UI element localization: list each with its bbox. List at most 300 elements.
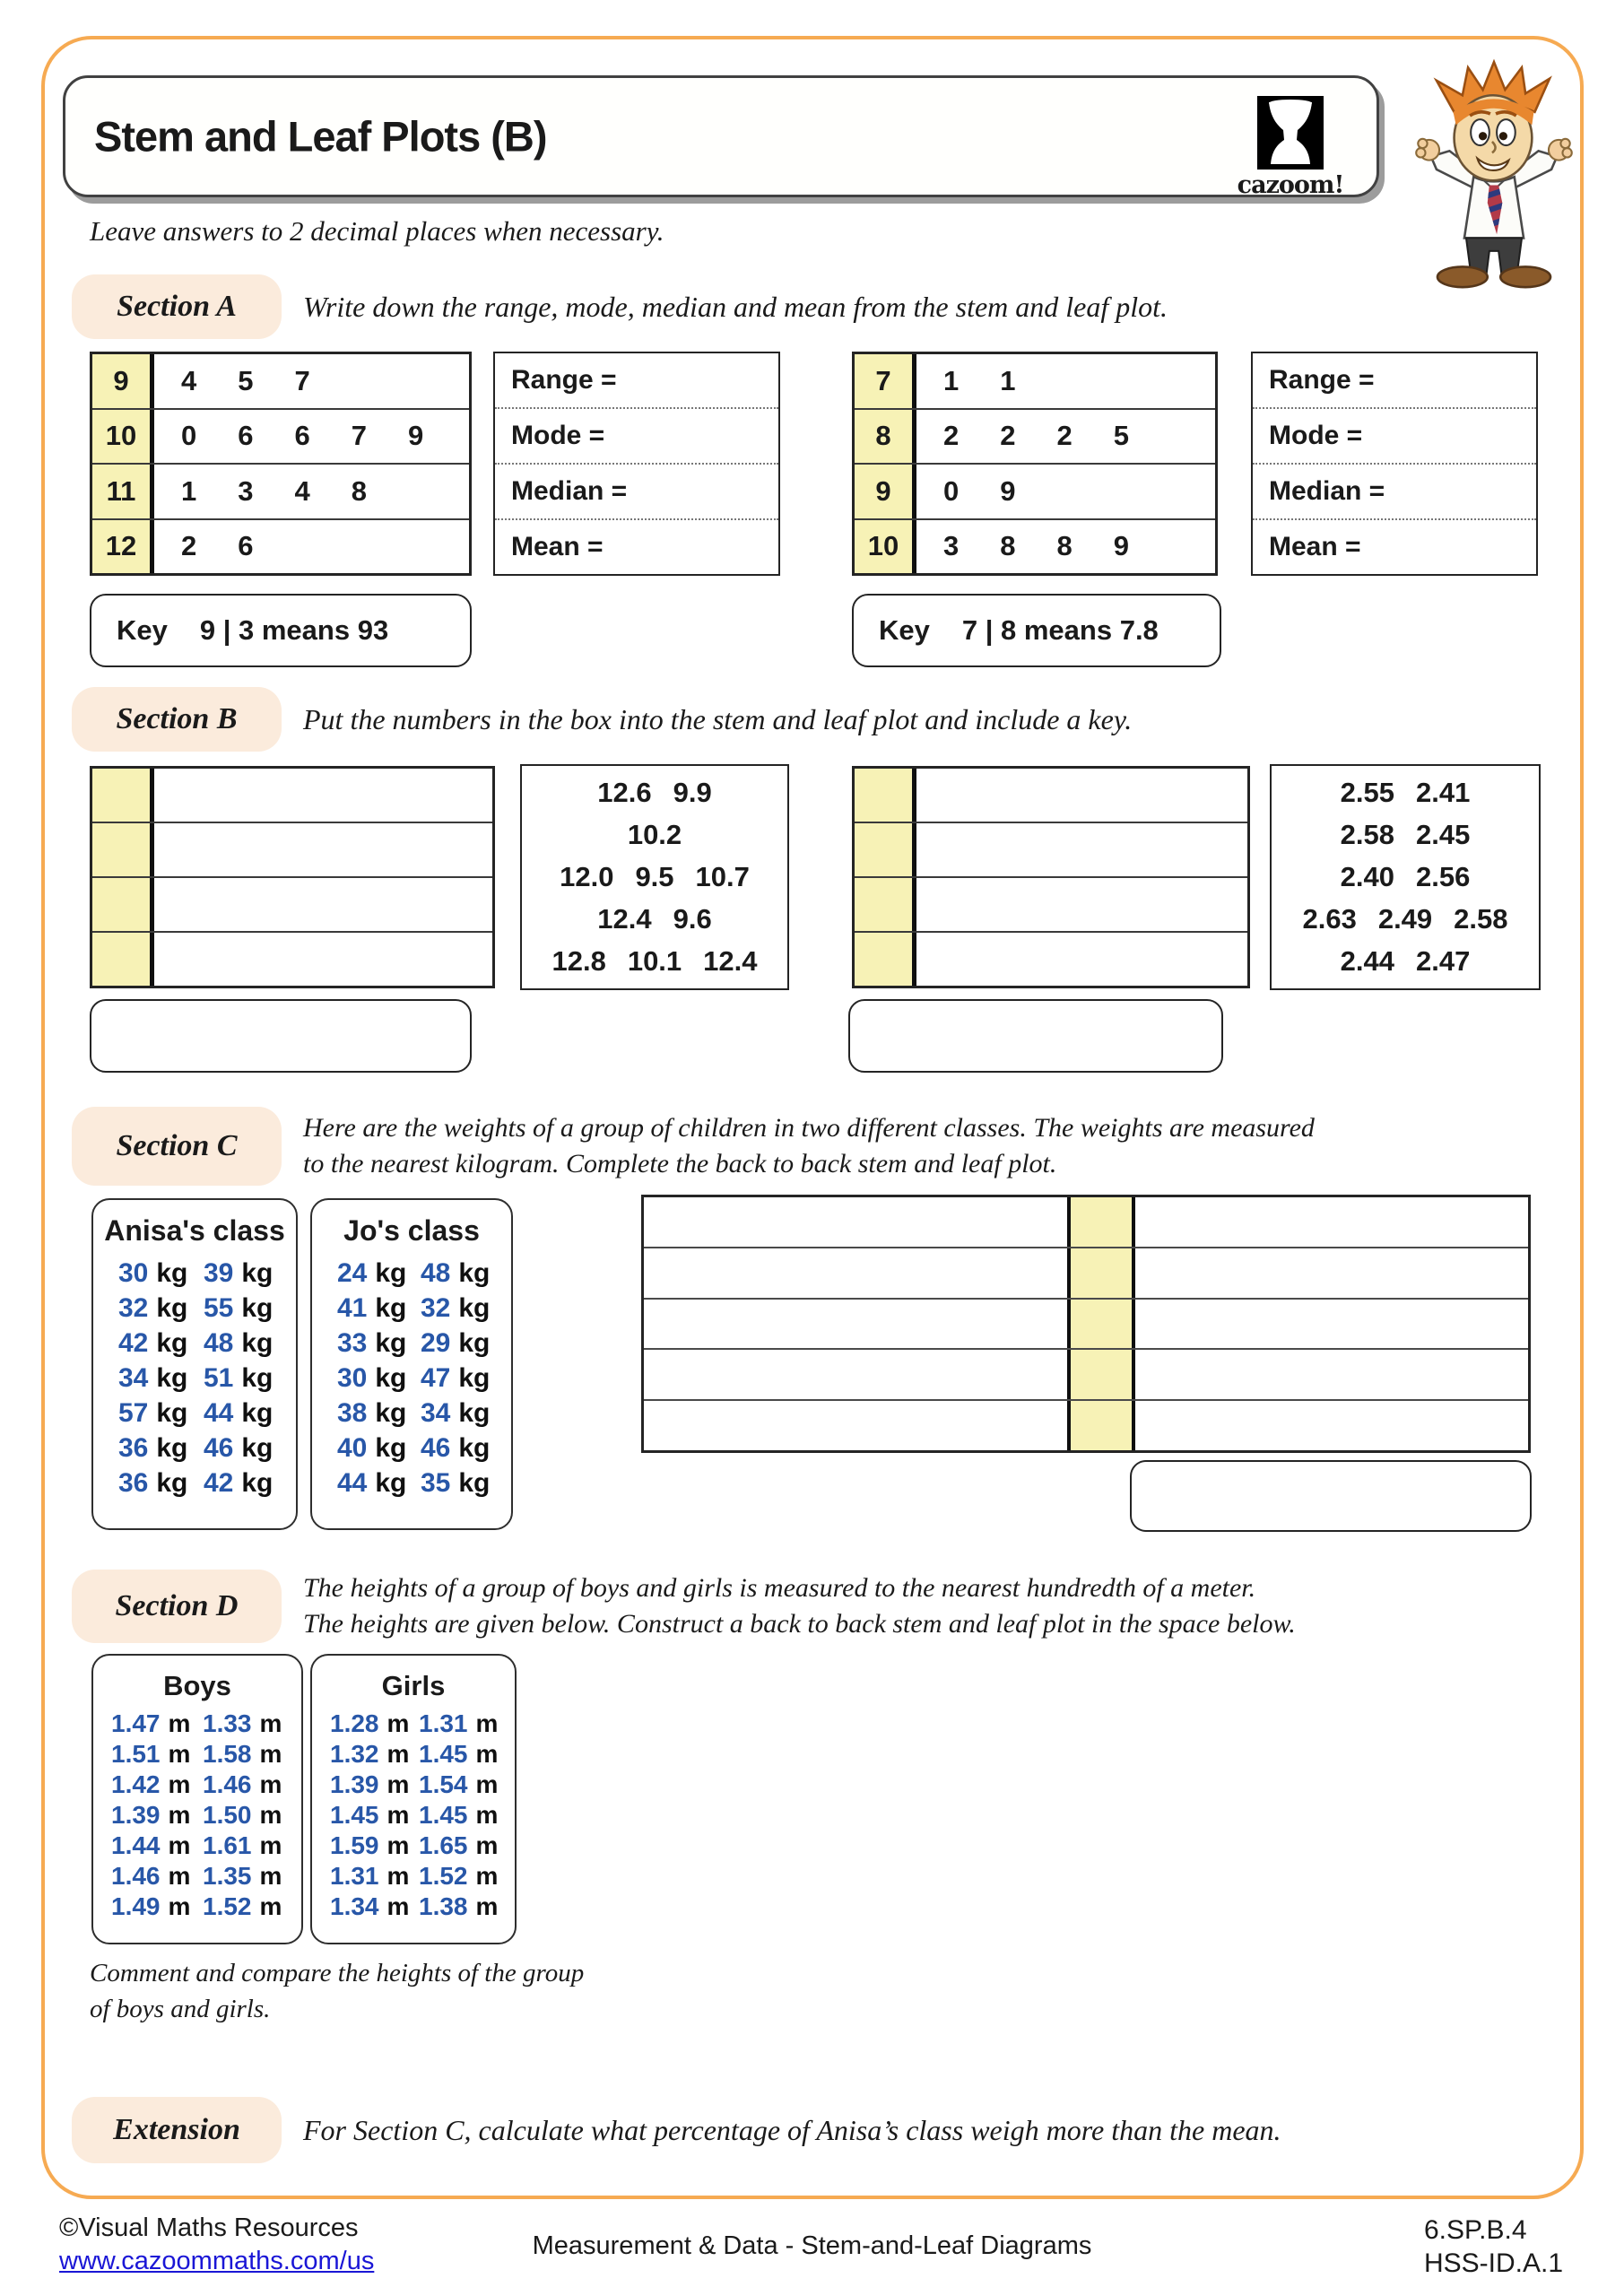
answers-box-a1[interactable] xyxy=(493,352,780,576)
measurement xyxy=(203,1740,294,1769)
numbers-line xyxy=(522,819,787,851)
leaf-value: 7 xyxy=(294,364,310,396)
footer-link[interactable]: www.cazoommaths.com/us xyxy=(59,2247,375,2275)
answer-row[interactable] xyxy=(1253,518,1536,574)
left-leaf-cell[interactable] xyxy=(644,1248,1067,1298)
measurement xyxy=(421,1468,504,1499)
section-b-instruction: Put the numbers in the box into the stem and leaf plot and include a key. xyxy=(303,703,1133,735)
measurement-unit: m xyxy=(259,1831,282,1859)
empty-key-box-b1[interactable] xyxy=(90,999,472,1073)
measurement-unit: m xyxy=(475,1740,499,1768)
measurement-unit: m xyxy=(259,1709,282,1737)
measurement-unit: m xyxy=(168,1831,191,1859)
measurement-unit: kg xyxy=(241,1363,274,1393)
answer-row[interactable] xyxy=(1253,353,1536,407)
answer-row[interactable] xyxy=(495,463,778,518)
left-leaf-cell[interactable] xyxy=(644,1197,1067,1247)
measurement-unit: kg xyxy=(458,1328,491,1358)
section-c-instruction-line1: Here are the weights of a group of children in two different classes. The weights are measured xyxy=(303,1113,1315,1143)
answer-label: Mean = xyxy=(1269,532,1361,561)
measurement-unit: m xyxy=(168,1709,191,1737)
worksheet-border xyxy=(41,36,1584,2199)
numbers-line xyxy=(1272,945,1539,978)
measurement xyxy=(330,1801,419,1830)
measurement xyxy=(419,1801,508,1830)
mascot-character-icon xyxy=(1383,54,1605,289)
measurement xyxy=(419,1770,508,1799)
plot-row xyxy=(644,1348,1528,1399)
measurement-value: 34 xyxy=(421,1398,451,1428)
leaf-value: 0 xyxy=(943,474,960,507)
class-data-box-jo xyxy=(310,1198,513,1530)
measurement xyxy=(421,1363,504,1394)
left-leaf-cell[interactable] xyxy=(644,1300,1067,1349)
numbers-line xyxy=(1272,819,1539,851)
stem-cell[interactable] xyxy=(1067,1401,1135,1450)
answer-label: Range = xyxy=(511,365,617,395)
leaf-value: 5 xyxy=(1113,420,1129,452)
empty-key-box-c[interactable] xyxy=(1130,1460,1532,1532)
measurement-unit: kg xyxy=(156,1363,188,1393)
measurement xyxy=(421,1398,504,1429)
leaf-cells[interactable] xyxy=(916,933,1247,986)
section-d-instruction-line2: The heights are given below. Construct a back to back stem and leaf plot in the space below. xyxy=(303,1609,1296,1639)
class-values xyxy=(93,1255,296,1499)
measurement-value: 46 xyxy=(421,1433,451,1463)
empty-key-box-b2[interactable] xyxy=(848,999,1223,1073)
extension-header xyxy=(72,2097,1281,2163)
section-b-header xyxy=(72,687,1132,752)
measurement xyxy=(330,1740,419,1769)
section-d-header xyxy=(72,1570,1296,1643)
number-value: 12.8 xyxy=(551,945,606,977)
plot-row xyxy=(855,876,1247,931)
answer-label: Range = xyxy=(1269,365,1375,395)
measurement-value: 44 xyxy=(337,1468,368,1498)
measurement-value: 1.31 xyxy=(330,1862,379,1890)
measurement xyxy=(337,1398,421,1429)
measurement-value: 47 xyxy=(421,1363,451,1393)
leaf-value: 0 xyxy=(181,420,197,452)
stem-cell[interactable] xyxy=(855,878,916,931)
section-c-instruction-line2: to the nearest kilogram. Complete the back to back stem and leaf plot. xyxy=(303,1149,1057,1178)
measurement xyxy=(111,1892,203,1921)
number-value: 2.44 xyxy=(1340,945,1394,977)
section-a-header xyxy=(72,274,1168,339)
measurement-value: 33 xyxy=(337,1328,368,1358)
section-d-label: Section D xyxy=(72,1570,282,1643)
measurement-unit: kg xyxy=(241,1258,274,1288)
stem-cell[interactable] xyxy=(1067,1350,1135,1399)
footer-standards xyxy=(1424,2213,1563,2280)
measurement-value: 32 xyxy=(118,1293,149,1323)
measurement-value: 42 xyxy=(204,1468,234,1498)
measurement-value: 1.51 xyxy=(111,1740,161,1768)
measurement-unit: m xyxy=(386,1892,410,1920)
measurement xyxy=(111,1709,203,1738)
measurement-unit: m xyxy=(259,1740,282,1768)
key-box-a1 xyxy=(90,594,472,667)
stem-cell[interactable] xyxy=(855,933,916,986)
measurement xyxy=(421,1258,504,1289)
measurement-unit: kg xyxy=(241,1433,274,1463)
measurement xyxy=(203,1862,294,1891)
measurement-value: 1.52 xyxy=(203,1892,252,1920)
measurement xyxy=(203,1770,294,1799)
measurement-value: 1.47 xyxy=(111,1709,161,1737)
numbers-box-b2 xyxy=(1270,764,1541,990)
key-text: 7 | 8 means 7.8 xyxy=(961,614,1159,646)
stem-cell[interactable] xyxy=(855,823,916,876)
empty-stem-leaf-plot-b1[interactable] xyxy=(90,766,495,988)
measurement-unit: m xyxy=(475,1801,499,1829)
measurement-value: 39 xyxy=(204,1258,234,1288)
leaf-cells xyxy=(154,410,469,464)
section-c-header xyxy=(72,1107,1315,1186)
measurement-unit: m xyxy=(386,1801,410,1829)
measurement-unit: m xyxy=(386,1862,410,1890)
measurement-unit: m xyxy=(475,1831,499,1859)
measurement xyxy=(118,1328,204,1359)
measurement-value: 1.38 xyxy=(419,1892,468,1920)
stem-cell: 9 xyxy=(855,465,916,518)
measurement-unit: kg xyxy=(156,1433,188,1463)
leaf-cells[interactable] xyxy=(154,878,492,931)
key-box-a2 xyxy=(852,594,1221,667)
class-data-box-anisa xyxy=(91,1198,298,1530)
measurement xyxy=(111,1740,203,1769)
numbers-line xyxy=(1272,777,1539,809)
measurement xyxy=(118,1398,204,1429)
measurement-value: 1.39 xyxy=(330,1770,379,1798)
measurement xyxy=(421,1328,504,1359)
plot-row xyxy=(855,354,1215,408)
leaf-cells[interactable] xyxy=(916,769,1247,822)
left-leaf-cell[interactable] xyxy=(644,1350,1067,1399)
class-title: Boys xyxy=(163,1670,231,1701)
measurement xyxy=(419,1892,508,1921)
measurement-value: 48 xyxy=(204,1328,234,1358)
measurement-value: 35 xyxy=(421,1468,451,1498)
plot-row xyxy=(92,931,492,986)
measurement-unit: m xyxy=(475,1709,499,1737)
measurement-unit: kg xyxy=(458,1468,491,1498)
measurement xyxy=(204,1363,289,1394)
leaf-value: 4 xyxy=(181,364,197,396)
measurement-value: 24 xyxy=(337,1258,368,1288)
footer-topic: Measurement & Data - Stem-and-Leaf Diagrams xyxy=(532,2231,1092,2260)
measurement-unit: kg xyxy=(458,1293,491,1323)
number-value: 12.4 xyxy=(597,903,652,935)
measurement-value: 1.45 xyxy=(419,1801,468,1829)
extension-label: Extension xyxy=(72,2097,282,2163)
leaf-cells[interactable] xyxy=(154,769,492,822)
measurement-value: 36 xyxy=(118,1468,149,1498)
section-d-comment xyxy=(90,1955,584,2027)
plot-row xyxy=(644,1399,1528,1450)
leaf-cells xyxy=(916,410,1215,464)
measurement-unit: m xyxy=(168,1892,191,1920)
comment-line2: of boys and girls. xyxy=(90,1995,271,2023)
plot-row xyxy=(855,769,1247,822)
stem-cell[interactable] xyxy=(1067,1248,1135,1298)
measurement xyxy=(203,1709,294,1738)
measurement-value: 44 xyxy=(204,1398,234,1428)
number-value: 2.47 xyxy=(1416,945,1471,977)
measurement xyxy=(330,1770,419,1799)
number-value: 2.49 xyxy=(1377,903,1433,935)
class-values xyxy=(312,1706,515,1921)
measurement xyxy=(419,1831,508,1860)
measurement xyxy=(204,1293,289,1324)
right-leaf-cell[interactable] xyxy=(1135,1401,1528,1450)
answer-label: Median = xyxy=(1269,476,1385,506)
number-value: 2.56 xyxy=(1416,861,1471,892)
number-value: 9.6 xyxy=(673,903,712,935)
leaf-value: 2 xyxy=(943,420,960,452)
measurement xyxy=(337,1293,421,1324)
stem-cell: 9 xyxy=(92,354,154,408)
measurement-value: 36 xyxy=(118,1433,149,1463)
stem-cell[interactable] xyxy=(92,823,154,876)
leaf-value: 6 xyxy=(238,530,254,562)
leaf-value: 9 xyxy=(408,420,424,452)
measurement xyxy=(118,1363,204,1394)
leaf-value: 8 xyxy=(351,474,367,507)
leaf-value: 1 xyxy=(181,474,197,507)
leaf-value: 3 xyxy=(943,530,960,562)
measurement xyxy=(203,1831,294,1860)
leaf-cells xyxy=(154,520,469,574)
number-value: 10.1 xyxy=(627,945,682,977)
measurement-unit: m xyxy=(259,1892,282,1920)
measurement-value: 29 xyxy=(421,1328,451,1358)
answer-row[interactable] xyxy=(495,518,778,574)
measurement-unit: m xyxy=(475,1862,499,1890)
leaf-value: 1 xyxy=(1000,364,1016,396)
measurement-unit: kg xyxy=(156,1293,188,1323)
measurement-value: 1.45 xyxy=(330,1801,379,1829)
numbers-box-b1 xyxy=(520,764,789,990)
measurement-unit: m xyxy=(475,1892,499,1920)
measurement-value: 41 xyxy=(337,1293,368,1323)
footer-copyright: ©Visual Maths Resources xyxy=(59,2213,359,2242)
measurement xyxy=(330,1709,419,1738)
leaf-cells[interactable] xyxy=(916,878,1247,931)
measurement-value: 34 xyxy=(118,1363,149,1393)
plot-row xyxy=(92,463,469,518)
measurement xyxy=(203,1801,294,1830)
measurement-unit: m xyxy=(259,1770,282,1798)
measurement-value: 55 xyxy=(204,1293,234,1323)
measurement-value: 1.49 xyxy=(111,1892,161,1920)
right-leaf-cell[interactable] xyxy=(1135,1197,1528,1247)
measurement-unit: m xyxy=(475,1770,499,1798)
plot-row xyxy=(855,518,1215,574)
stem-cell[interactable] xyxy=(855,769,916,822)
measurement-unit: kg xyxy=(375,1398,407,1428)
measurement xyxy=(111,1801,203,1830)
page-title: Stem and Leaf Plots (B) xyxy=(94,112,547,161)
measurement-value: 1.59 xyxy=(330,1831,379,1859)
stem-cell[interactable] xyxy=(92,769,154,822)
measurement xyxy=(337,1258,421,1289)
title-banner xyxy=(63,75,1379,197)
measurement-value: 1.58 xyxy=(203,1740,252,1768)
measurement-unit: kg xyxy=(375,1433,407,1463)
measurement-value: 1.65 xyxy=(419,1831,468,1859)
answer-row[interactable] xyxy=(1253,407,1536,463)
answer-row[interactable] xyxy=(495,407,778,463)
leaf-value: 6 xyxy=(238,420,254,452)
measurement xyxy=(204,1398,289,1429)
class-values xyxy=(93,1706,301,1921)
measurement-value: 1.34 xyxy=(330,1892,379,1920)
number-value: 2.58 xyxy=(1340,819,1394,850)
plot-row xyxy=(644,1298,1528,1349)
leaf-cells xyxy=(916,354,1215,408)
leaf-value: 8 xyxy=(1000,530,1016,562)
measurement-unit: kg xyxy=(458,1433,491,1463)
stem-cell[interactable] xyxy=(1067,1300,1135,1349)
answer-row[interactable] xyxy=(1253,463,1536,518)
measurement-unit: kg xyxy=(156,1258,188,1288)
leaf-value: 6 xyxy=(294,420,310,452)
class-values xyxy=(312,1255,511,1499)
measurement-value: 1.42 xyxy=(111,1770,161,1798)
section-b-label: Section B xyxy=(72,687,282,752)
leaf-cells[interactable] xyxy=(154,823,492,876)
back-to-back-plot-c[interactable] xyxy=(641,1195,1531,1453)
standard-code-1: 6.SP.B.4 xyxy=(1424,2215,1527,2245)
numbers-line xyxy=(522,861,787,893)
number-value: 9.9 xyxy=(673,777,712,808)
answers-box-a2[interactable] xyxy=(1251,352,1538,576)
measurement-unit: m xyxy=(259,1801,282,1829)
numbers-line xyxy=(1272,861,1539,893)
key-label: Key xyxy=(879,614,930,646)
stem-cell: 10 xyxy=(92,410,154,464)
class-title: Anisa's class xyxy=(104,1214,285,1247)
answer-label: Mean = xyxy=(511,532,604,561)
class-title: Girls xyxy=(381,1670,446,1701)
measurement-unit: kg xyxy=(241,1293,274,1323)
section-a-label: Section A xyxy=(72,274,282,339)
measurement-unit: kg xyxy=(241,1398,274,1428)
measurement-value: 1.46 xyxy=(111,1862,161,1890)
measurement-value: 32 xyxy=(421,1293,451,1323)
measurement-unit: kg xyxy=(458,1258,491,1288)
right-leaf-cell[interactable] xyxy=(1135,1350,1528,1399)
leaf-value: 4 xyxy=(294,474,310,507)
numbers-line xyxy=(522,777,787,809)
measurement xyxy=(330,1862,419,1891)
number-value: 10.2 xyxy=(627,819,682,850)
measurement-unit: kg xyxy=(375,1328,407,1358)
leaf-cells xyxy=(154,465,469,518)
measurement xyxy=(421,1433,504,1464)
number-value: 2.41 xyxy=(1416,777,1471,808)
leaf-value: 8 xyxy=(1056,530,1073,562)
measurement-value: 1.35 xyxy=(203,1862,252,1890)
key-text: 9 | 3 means 93 xyxy=(199,614,389,646)
measurement-value: 1.46 xyxy=(203,1770,252,1798)
measurement-value: 1.33 xyxy=(203,1709,252,1737)
leaf-cells[interactable] xyxy=(916,823,1247,876)
measurement xyxy=(330,1831,419,1860)
measurement-value: 1.61 xyxy=(203,1831,252,1859)
measurement-unit: kg xyxy=(156,1398,188,1428)
measurement-value: 38 xyxy=(337,1398,368,1428)
answer-row[interactable] xyxy=(495,353,778,407)
leaf-value: 9 xyxy=(1113,530,1129,562)
measurement-value: 46 xyxy=(204,1433,234,1463)
stem-cell[interactable] xyxy=(1067,1197,1135,1247)
stem-cell[interactable] xyxy=(92,933,154,986)
measurement-value: 42 xyxy=(118,1328,149,1358)
measurement-value: 40 xyxy=(337,1433,368,1463)
plot-row xyxy=(92,518,469,574)
measurement-unit: m xyxy=(168,1801,191,1829)
stem-cell: 8 xyxy=(855,410,916,464)
measurement xyxy=(204,1468,289,1499)
measurement xyxy=(204,1328,289,1359)
number-value: 2.58 xyxy=(1454,903,1508,935)
number-value: 12.6 xyxy=(597,777,652,808)
cazoom-logo-text: cazoom! xyxy=(1237,171,1344,199)
section-c-instruction xyxy=(303,1110,1315,1182)
answer-label: Median = xyxy=(511,476,628,506)
comment-line1: Comment and compare the heights of the group xyxy=(90,1959,585,1987)
class-data-box-boys xyxy=(91,1654,303,1944)
stem-cell: 12 xyxy=(92,520,154,574)
class-title: Jo's class xyxy=(343,1214,480,1247)
leaf-cells xyxy=(916,520,1215,574)
measurement-unit: kg xyxy=(458,1398,491,1428)
plot-row xyxy=(92,876,492,931)
right-leaf-cell[interactable] xyxy=(1135,1300,1528,1349)
measurement-unit: m xyxy=(386,1831,410,1859)
measurement xyxy=(204,1433,289,1464)
measurement xyxy=(419,1862,508,1891)
measurement-value: 1.31 xyxy=(419,1709,468,1737)
measurement-value: 48 xyxy=(421,1258,451,1288)
measurement xyxy=(419,1740,508,1769)
measurement-unit: m xyxy=(168,1740,191,1768)
measurement xyxy=(111,1862,203,1891)
leaf-cells[interactable] xyxy=(154,933,492,986)
leaf-value: 9 xyxy=(1000,474,1016,507)
plot-row xyxy=(855,463,1215,518)
section-c-label: Section C xyxy=(72,1107,282,1186)
measurement-unit: kg xyxy=(241,1328,274,1358)
number-value: 2.40 xyxy=(1340,861,1394,892)
section-a-instruction: Write down the range, mode, median and mean from the stem and leaf plot. xyxy=(303,291,1168,323)
extension-instruction: For Section C, calculate what percentage of Anisa’s class weigh more than the mean. xyxy=(303,2114,1281,2146)
stem-cell[interactable] xyxy=(92,878,154,931)
measurement-value: 30 xyxy=(337,1363,368,1393)
measurement-unit: kg xyxy=(156,1328,188,1358)
plot-row xyxy=(644,1247,1528,1298)
class-data-box-girls xyxy=(310,1654,517,1944)
right-leaf-cell[interactable] xyxy=(1135,1248,1528,1298)
measurement-unit: kg xyxy=(375,1258,407,1288)
left-leaf-cell[interactable] xyxy=(644,1401,1067,1450)
measurement xyxy=(111,1831,203,1860)
empty-stem-leaf-plot-b2[interactable] xyxy=(852,766,1250,988)
section-d-instruction-line1: The heights of a group of boys and girls is measured to the nearest hundredth of a meter. xyxy=(303,1573,1256,1603)
number-value: 2.55 xyxy=(1340,777,1394,808)
